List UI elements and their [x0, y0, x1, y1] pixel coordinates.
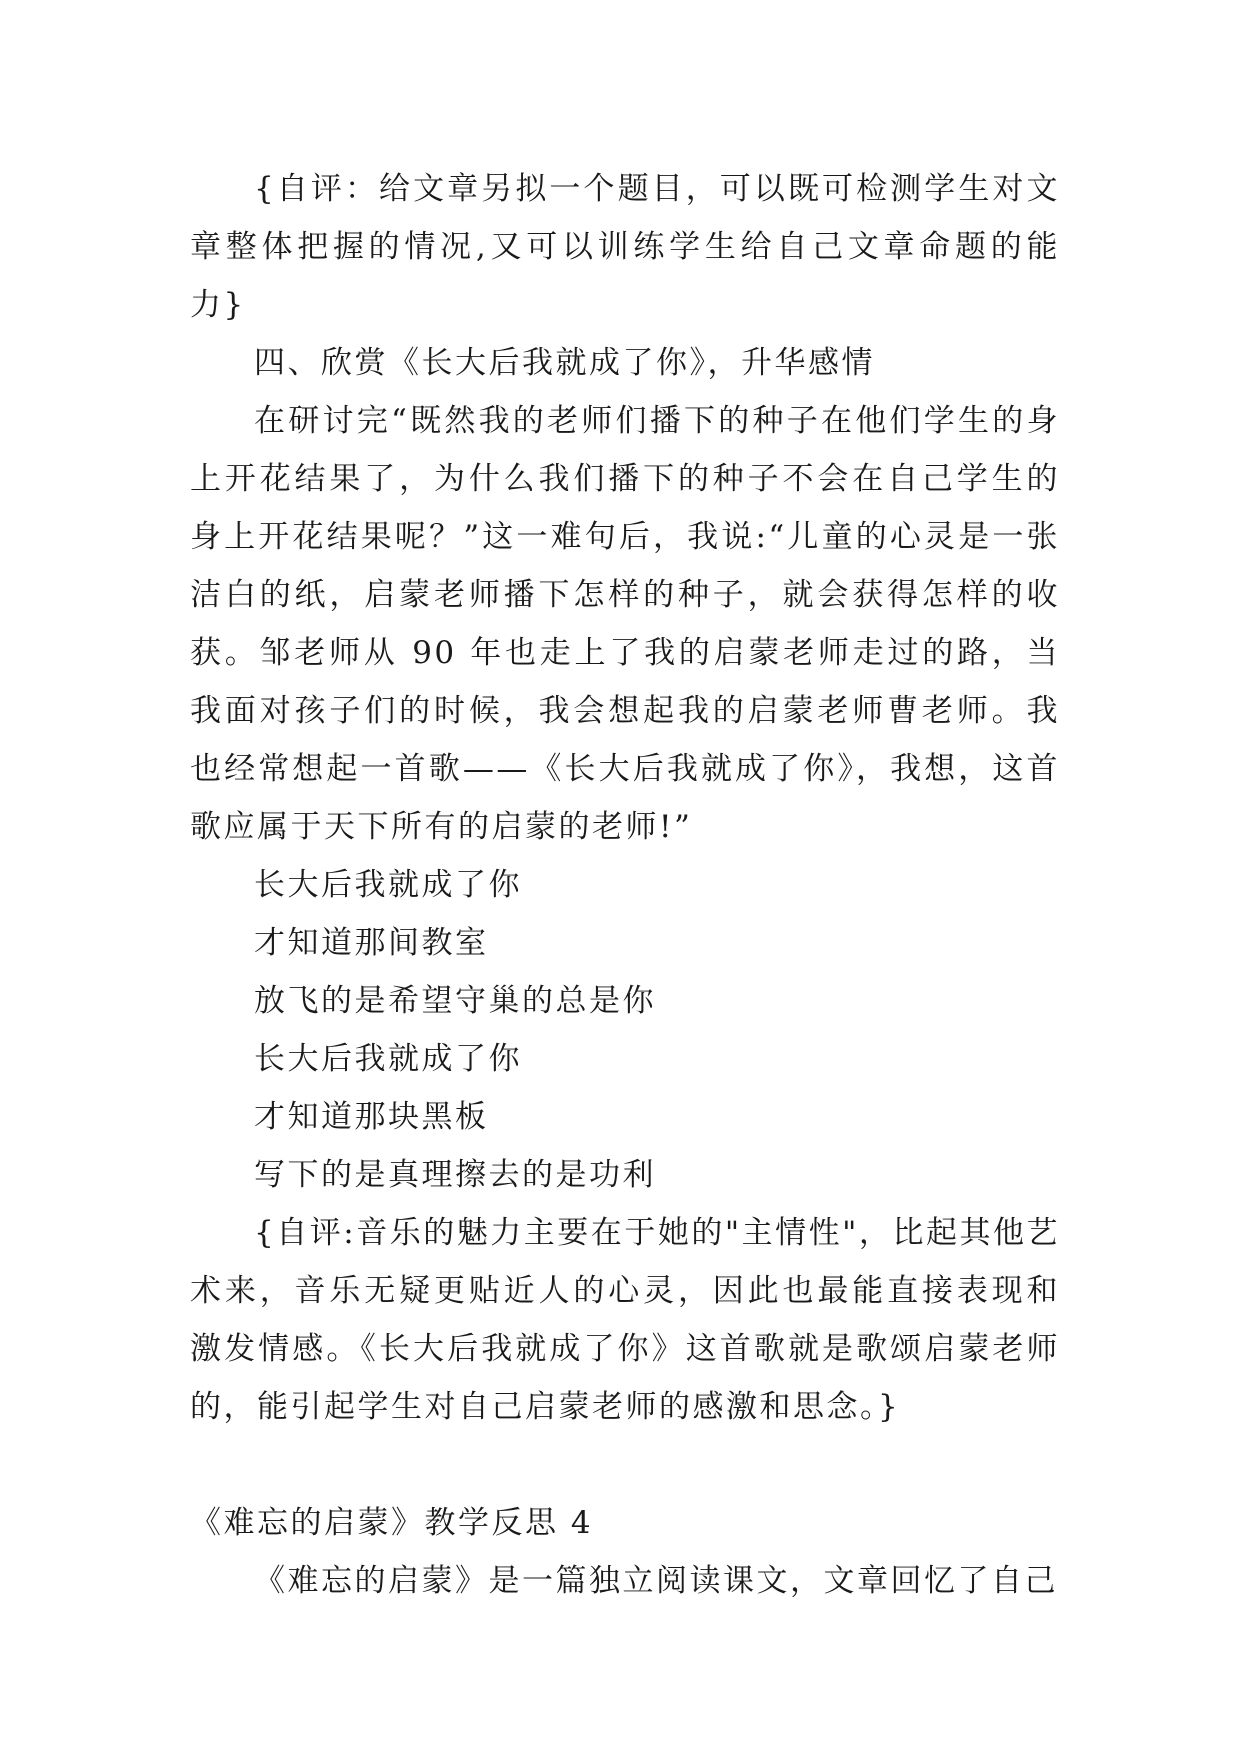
- document-body: [190, 160, 1060, 1610]
- blank-line: [190, 1436, 1060, 1494]
- lyric-line: 长大后我就成了你: [254, 1041, 522, 1077]
- section-first-line: 《难忘的启蒙》是一篇独立阅读课文，文章回忆了自己: [254, 1563, 1058, 1599]
- lyric-line: 放飞的是希望守巢的总是你: [254, 983, 656, 1019]
- music-comment-paragraph: {自评:音乐的魅力主要在于她的"主情性"，比起其他艺术来，音乐无疑更贴近人的心灵，因此也最能直接表现和激发情感。《长大后我就成了你》这首歌就是歌颂启蒙老师的，能引起学生对自己启蒙老师的感激和思念。}: [190, 1215, 1060, 1425]
- lyric-line: 才知道那间教室: [254, 925, 489, 961]
- lyric-line: 才知道那块黑板: [254, 1099, 489, 1135]
- self-comment-paragraph: {自评：给文章另拟一个题目，可以既可检测学生对文章整体把握的情况,又可以训练学生给自己文章命题的能力}: [190, 171, 1060, 323]
- section-title: 《难忘的启蒙》教学反思 4: [190, 1505, 594, 1541]
- lyric-line: 长大后我就成了你: [254, 867, 522, 903]
- section-heading-four: 四、欣赏《长大后我就成了你》，升华感情: [254, 345, 875, 381]
- lyric-line: 写下的是真理擦去的是功利: [254, 1157, 656, 1193]
- discussion-paragraph: 在研讨完“既然我的老师们播下的种子在他们学生的身上开花结果了，为什么我们播下的种子不会在自己学生的身上开花结果呢？”这一难句后，我说:“儿童的心灵是一张洁白的纸，启蒙老师播下怎样的种子，就会获得怎样的收获。邹老师从 90 年也走上了我的启蒙老师走过的路，当我面对孩子们的时候，我会想起我的启蒙老师曹老师。我也经常想起一首歌——《长大后我就成了你》，我想，这首歌应属于天下所有的启蒙的老师!”: [190, 403, 1060, 845]
